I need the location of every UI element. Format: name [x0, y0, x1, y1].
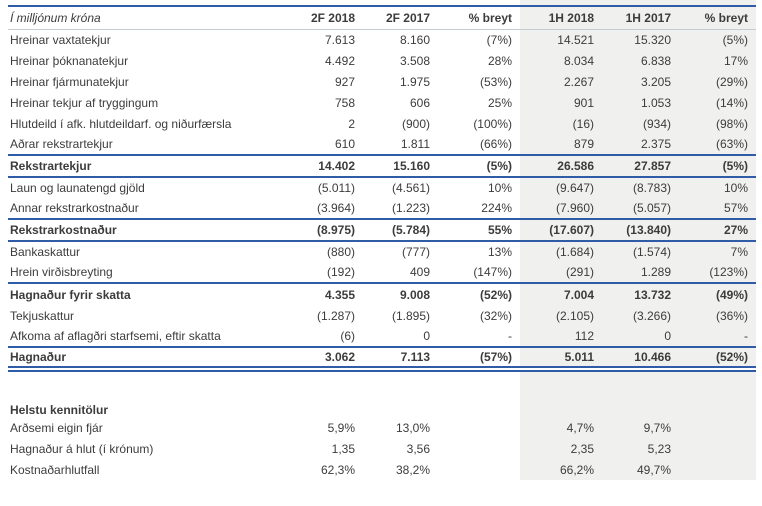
cell-value: 14.402	[318, 159, 355, 173]
cell-value: 927	[334, 74, 355, 89]
cell-value: 15.160	[393, 159, 430, 173]
cell-value	[520, 391, 602, 417]
cell-value: -	[679, 326, 756, 347]
cell-value: 3.205	[602, 71, 679, 92]
row-label: Hagnaður	[10, 350, 67, 364]
financial-table	[8, 0, 756, 480]
cell-value: (49%)	[679, 283, 756, 305]
cell-value: (147%)	[473, 265, 512, 279]
column-header-breyt-q: % breyt	[468, 10, 512, 25]
table-row	[8, 459, 756, 480]
cell-value: (9.647)	[520, 177, 602, 198]
cell-value: (6)	[340, 329, 355, 343]
cell-value	[363, 369, 438, 391]
cell-value: (5.057)	[602, 198, 679, 219]
cell-value: 4.355	[324, 287, 355, 302]
row-label: Kostnaðarhlutfall	[10, 462, 100, 477]
cell-value: 7%	[679, 241, 756, 262]
cell-value: (1.287)	[316, 308, 355, 323]
cell-value: -	[508, 329, 512, 343]
income-statement	[8, 0, 756, 480]
cell-value: 1.975	[399, 74, 430, 89]
row-label: Hagnaður á hlut (í krónum)	[10, 441, 154, 456]
cell-value: 13.732	[602, 283, 679, 305]
cell-value: 57%	[679, 198, 756, 219]
cell-value: 10%	[679, 177, 756, 198]
cell-value	[520, 369, 602, 391]
row-label: Hlutdeild í afk. hlutdeildarf. og niðurfærsla	[10, 116, 232, 131]
cell-value: (5.011)	[317, 181, 355, 195]
cell-value: 66,2%	[520, 459, 602, 480]
row-label: Hreinar fjármunatekjur	[10, 74, 129, 89]
cell-value: 4.492	[324, 53, 355, 68]
table-row	[8, 283, 756, 305]
cell-value	[438, 369, 520, 391]
table-header-row	[8, 6, 756, 29]
cell-value: (14%)	[679, 92, 756, 113]
unit-label: Í milljónum króna	[10, 10, 101, 25]
cell-value: (13.840)	[602, 219, 679, 241]
row-label: Arðsemi eigin fjár	[10, 420, 103, 435]
row-label: Hreinar tekjur af tryggingum	[10, 95, 159, 110]
cell-value: 606	[409, 95, 430, 110]
table-row	[8, 347, 756, 369]
cell-value: (1.574)	[602, 241, 679, 262]
cell-value	[304, 391, 363, 417]
table-row	[8, 198, 756, 219]
cell-value: (777)	[401, 245, 430, 259]
table-row	[8, 241, 756, 262]
cell-value: (5.784)	[391, 223, 430, 237]
table-row	[8, 219, 756, 241]
cell-value: 224%	[481, 201, 512, 215]
cell-value: (5%)	[486, 159, 512, 173]
cell-value: 3,56	[406, 441, 430, 456]
row-label: Hrein virðisbreyting	[10, 265, 113, 279]
cell-value: (16)	[520, 113, 602, 134]
cell-value: (291)	[520, 262, 602, 283]
cell-value: (52%)	[679, 347, 756, 369]
cell-value: 758	[334, 95, 355, 110]
cell-value: 7.613	[324, 32, 355, 47]
table-body	[8, 29, 756, 480]
table-row	[8, 71, 756, 92]
cell-value: 8.034	[520, 50, 602, 71]
cell-value: 4,7%	[520, 417, 602, 438]
cell-value: 610	[334, 137, 355, 151]
cell-value: 28%	[487, 53, 512, 68]
cell-value: 7.113	[400, 350, 430, 364]
cell-value: (900)	[401, 116, 430, 131]
table-row	[8, 177, 756, 198]
cell-value: (100%)	[473, 116, 512, 131]
cell-value	[304, 369, 363, 391]
cell-value: 10.466	[602, 347, 679, 369]
cell-value: 5,23	[602, 438, 679, 459]
cell-value: (123%)	[679, 262, 756, 283]
row-label: Rekstrartekjur	[10, 159, 92, 173]
row-label: Hagnaður fyrir skatta	[10, 287, 131, 302]
cell-value: 17%	[679, 50, 756, 71]
cell-value: 1,35	[331, 441, 355, 456]
cell-value: 55%	[487, 223, 512, 237]
column-header-2f-2017: 2F 2017	[385, 10, 430, 25]
cell-value	[438, 438, 520, 459]
cell-value: 8.160	[399, 32, 430, 47]
cell-value: 3.062	[324, 350, 355, 364]
cell-value: 38,2%	[395, 462, 430, 477]
cell-value: (5%)	[679, 155, 756, 177]
cell-value: (7.960)	[520, 198, 602, 219]
table-row	[8, 305, 756, 326]
table-row	[8, 113, 756, 134]
cell-value: 1.811	[400, 137, 430, 151]
row-label: Rekstrarkostnaður	[10, 223, 117, 237]
cell-value: 3.508	[399, 53, 430, 68]
cell-value: 879	[520, 134, 602, 155]
cell-value: 1.289	[602, 262, 679, 283]
cell-value: 7.004	[520, 283, 602, 305]
cell-value: (192)	[326, 265, 355, 279]
cell-value	[438, 417, 520, 438]
cell-value: 5,9%	[327, 420, 355, 435]
cell-value: 49,7%	[602, 459, 679, 480]
cell-value: (36%)	[679, 305, 756, 326]
row-label: Annar rekstrarkostnaður	[10, 201, 139, 215]
cell-value: 14.521	[520, 29, 602, 50]
cell-value	[679, 391, 756, 417]
cell-value: 5.011	[520, 347, 602, 369]
cell-value	[438, 459, 520, 480]
row-label: Bankaskattur	[10, 245, 81, 259]
cell-value: (29%)	[679, 71, 756, 92]
cell-value: 25%	[487, 95, 512, 110]
cell-value: (7%)	[486, 32, 512, 47]
cell-value: (63%)	[679, 134, 756, 155]
column-header-2f-2018: 2F 2018	[310, 10, 355, 25]
cell-value: (1.223)	[391, 201, 430, 215]
cell-value: (8.975)	[316, 223, 355, 237]
cell-value: 10%	[487, 181, 512, 195]
cell-value: 13,0%	[395, 420, 430, 435]
row-label: Afkoma af aflagðri starfsemi, eftir skatta	[10, 329, 221, 343]
cell-value: 112	[520, 326, 602, 347]
table-row	[8, 155, 756, 177]
cell-value: 15.320	[602, 29, 679, 50]
cell-value: (3.266)	[602, 305, 679, 326]
cell-value	[679, 417, 756, 438]
table-row	[8, 262, 756, 283]
cell-value: 9,7%	[602, 417, 679, 438]
table-row	[8, 417, 756, 438]
cell-value: 2,35	[520, 438, 602, 459]
cell-value	[363, 391, 438, 417]
table-row	[8, 326, 756, 347]
cell-value	[679, 438, 756, 459]
cell-value: 409	[409, 265, 430, 279]
cell-value: (2.105)	[520, 305, 602, 326]
cell-value: (5%)	[679, 29, 756, 50]
cell-value: 6.838	[602, 50, 679, 71]
cell-value: (32%)	[479, 308, 512, 323]
column-header-1h-2018: 1H 2018	[520, 6, 602, 29]
row-label: Laun og launatengd gjöld	[10, 181, 145, 195]
table-row	[8, 92, 756, 113]
table-row	[8, 50, 756, 71]
cell-value	[438, 391, 520, 417]
row-label	[8, 369, 304, 391]
cell-value: 27.857	[602, 155, 679, 177]
cell-value: (4.561)	[391, 181, 430, 195]
cell-value: 0	[423, 329, 430, 343]
column-header-breyt-h: % breyt	[679, 6, 756, 29]
cell-value: 0	[602, 326, 679, 347]
cell-value	[602, 391, 679, 417]
column-header-1h-2017: 1H 2017	[602, 6, 679, 29]
cell-value: (3.964)	[316, 201, 355, 215]
cell-value: 2.375	[602, 134, 679, 155]
cell-value: (66%)	[479, 137, 512, 151]
row-label: Hreinar þóknanatekjur	[10, 53, 129, 68]
cell-value: (53%)	[479, 74, 512, 89]
spacer-row	[8, 369, 756, 391]
cell-value: (934)	[602, 113, 679, 134]
table-row	[8, 391, 756, 417]
cell-value: 2	[348, 116, 355, 131]
cell-value: 2.267	[520, 71, 602, 92]
cell-value: (880)	[326, 245, 355, 259]
cell-value	[679, 369, 756, 391]
row-label: Hreinar vaxtatekjur	[10, 32, 111, 47]
cell-value: 26.586	[520, 155, 602, 177]
cell-value: (57%)	[479, 350, 512, 364]
cell-value: (8.783)	[602, 177, 679, 198]
cell-value: (52%)	[479, 287, 512, 302]
cell-value	[602, 369, 679, 391]
cell-value: (1.895)	[391, 308, 430, 323]
cell-value: 62,3%	[320, 462, 355, 477]
table-row	[8, 438, 756, 459]
cell-value: 13%	[487, 245, 512, 259]
table-row	[8, 29, 756, 50]
cell-value: 1.053	[602, 92, 679, 113]
cell-value: 27%	[679, 219, 756, 241]
cell-value: (98%)	[679, 113, 756, 134]
row-label: Helstu kennitölur	[10, 403, 109, 417]
table-row	[8, 134, 756, 155]
cell-value: (1.684)	[520, 241, 602, 262]
cell-value: 9.008	[399, 287, 430, 302]
cell-value	[679, 459, 756, 480]
cell-value: (17.607)	[520, 219, 602, 241]
row-label: Aðrar rekstrartekjur	[10, 137, 113, 151]
cell-value: 901	[520, 92, 602, 113]
row-label: Tekjuskattur	[10, 308, 75, 323]
